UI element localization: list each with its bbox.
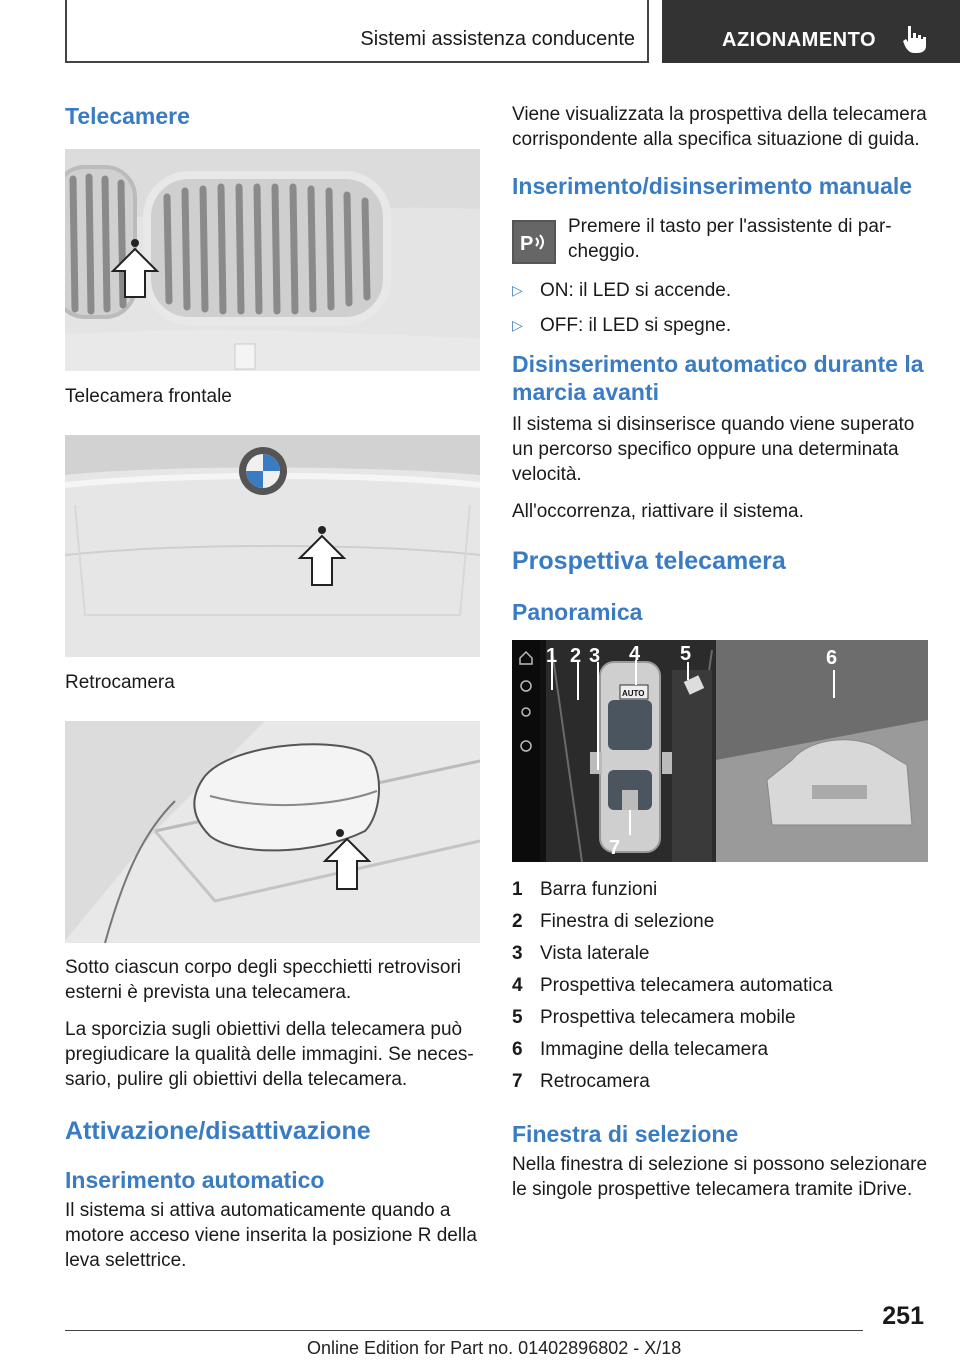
overview-heading: Panoramica [512, 599, 643, 625]
triangle-bullet-icon: ▷ [512, 282, 523, 298]
manual-toggle-text: Premere il tasto per l'assistente di par-cheggio. [568, 216, 892, 262]
intro-text: Viene visualizzata la prospettiva della telecamera corrispondente alla specifica situazione di guida. [512, 104, 927, 150]
mirror-camera-text: Sotto ciascun corpo degli specchietti retrovisori esterni è prevista una telecamera. [65, 957, 462, 1003]
selection-window-heading: Finestra di selezione [512, 1121, 739, 1147]
auto-off-heading: Disinserimento automatico durante la marcia avanti [512, 351, 924, 405]
manual-toggle-heading: Inserimento/disinserimento manuale [512, 173, 913, 199]
callout-3: 3 [589, 645, 601, 667]
lens-dirt-text: La sporcizia sugli obiettivi della telecamera può pregiudicare la qualità delle immagini. Se neces-sario, pulire gli obiettivi della telecamera. [65, 1019, 474, 1090]
camera-screen-illustration [512, 640, 928, 862]
selection-window-text: Nella finestra di selezione si possono selezionare le singole prospettive telecamera tramite iDrive. [512, 1154, 928, 1200]
auto-view-label: AUTO [622, 689, 645, 698]
legend-item: 1 Barra funzioni [512, 879, 658, 900]
park-assist-button-icon [512, 220, 556, 264]
triangle-bullet-icon: ▷ [512, 317, 523, 333]
callout-1: 1 [546, 645, 558, 667]
park-assist-button-row [512, 214, 928, 264]
header-section-title: Sistemi assistenza conducente [360, 28, 635, 50]
hand-pointer-icon [902, 24, 928, 54]
rear-camera-caption: Retrocamera [65, 672, 175, 693]
auto-activation-text: Il sistema si attiva automaticamente quando a motore acceso viene inserita la posizione R della leva selettrice. [65, 1200, 477, 1271]
auto-off-text: Il sistema si disinserisce quando viene superato un percorso specifico oppure una determinata velocità. [512, 414, 915, 485]
page-number: 251 [882, 1302, 924, 1330]
led-state-list [512, 278, 928, 338]
camera-perspective-heading: Prospettiva telecamera [512, 547, 786, 575]
legend-item: 4 Prospettiva telecamera automatica [512, 975, 833, 996]
legend-item: 5 Prospettiva telecamera mobile [512, 1007, 796, 1028]
right-column [512, 100, 928, 1202]
footer-divider [65, 1330, 863, 1331]
list-item: ▷ ON: il LED si accende. [512, 280, 732, 301]
callout-5: 5 [680, 643, 692, 665]
front-camera-caption: Telecamera frontale [65, 386, 232, 407]
legend-item: 3 Vista laterale [512, 943, 650, 964]
header-chapter-tab [662, 0, 960, 63]
legend-item: 7 Retrocamera [512, 1071, 650, 1092]
left-column [65, 100, 480, 1273]
callout-7: 7 [609, 837, 621, 859]
header-section-tab [65, 0, 649, 63]
cameras-heading: Telecamere [65, 103, 190, 129]
mirror-camera-illustration [65, 721, 480, 943]
header-chapter-title: AZIONAMENTO [722, 29, 877, 51]
auto-activation-heading: Inserimento automatico [65, 1167, 325, 1193]
callout-4: 4 [629, 643, 641, 665]
rear-camera-illustration [65, 435, 480, 657]
camera-screen-legend [512, 874, 928, 1098]
activation-heading: Attivazione/disattivazione [65, 1117, 371, 1145]
list-item: ▷ OFF: il LED si spegne. [512, 315, 732, 336]
reactivate-text: All'occorrenza, riattivare il sistema. [512, 501, 804, 522]
front-camera-illustration [65, 149, 480, 371]
legend-item: 6 Immagine della telecamera [512, 1039, 769, 1060]
callout-6: 6 [826, 647, 838, 669]
footer-edition: Online Edition for Part no. 01402896802 - X/18 [307, 1338, 682, 1358]
svg-text:P: P [520, 233, 534, 255]
legend-item: 2 Finestra di selezione [512, 911, 715, 932]
callout-2: 2 [570, 645, 582, 667]
